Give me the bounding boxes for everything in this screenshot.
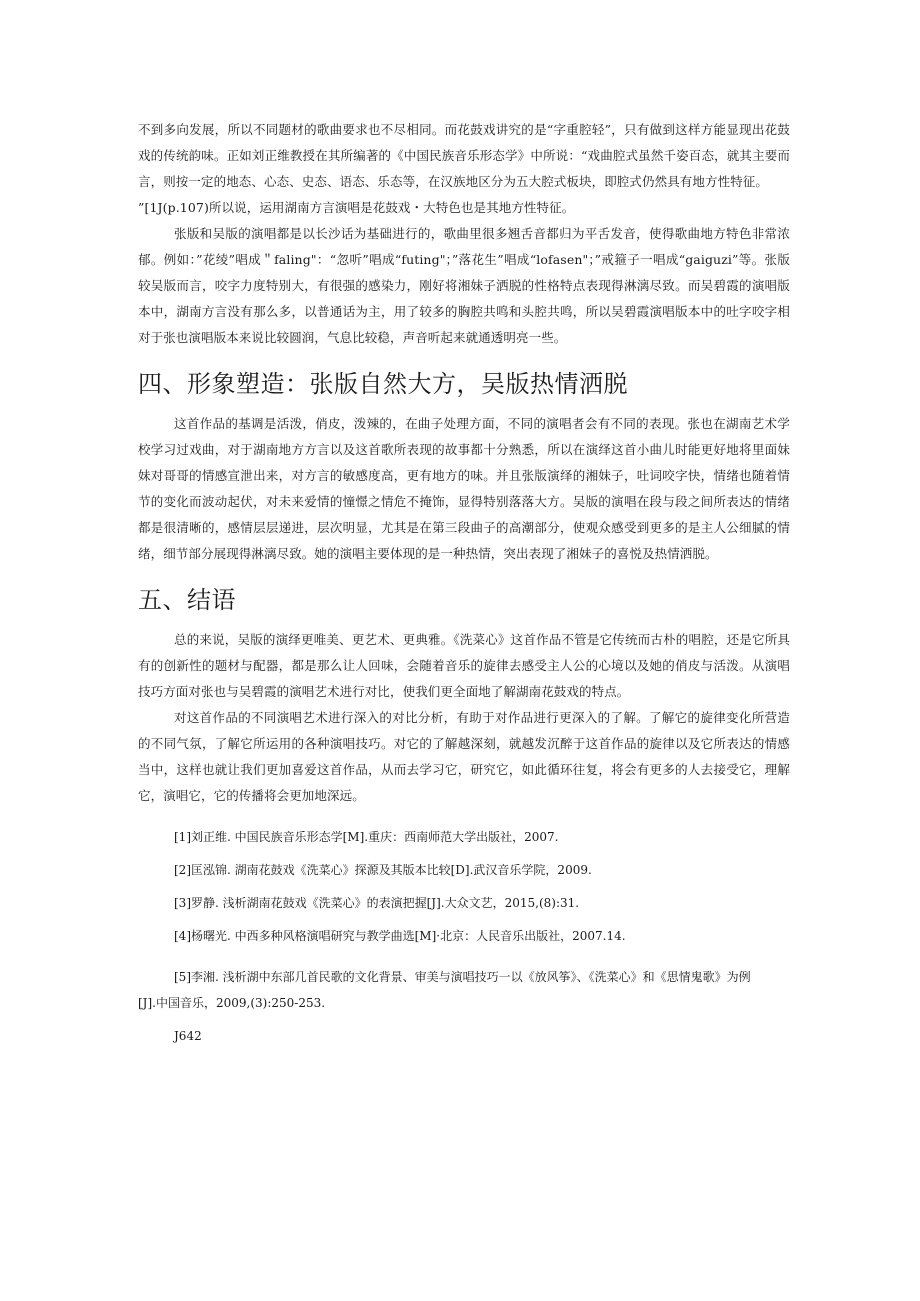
section-heading-4: 四、形象塑造：张版自然大方，吴版热情洒脱 bbox=[138, 370, 628, 398]
body-paragraph: 这首作品的基调是活泼，俏皮，泼辣的，在曲子处理方面，不同的演唱者会有不同的表现。张也在湖南艺术学校学习过戏曲，对于湖南地方方言以及这首歌所表现的故事都十分熟悉，所以在演绎这首小曲儿时能更好地将里面妹妹对哥哥的情感宣泄出来，对方言的敏感度高，更有地方的味。并且张版演绎的湘妹子，吐词咬字快，情绪也随着情节的变化而波动起伏，对未来爱情的憧憬之情危不掩饰，显得特别落落大方。吴版的演唱在段与段之间所表达的情绪都是很清晰的，感情层层递进，层次明显，尤其是在第三段曲子的高潮部分，使观众感受到更多的是主人公细腻的情绪，细节部分展现得淋漓尽致。她的演唱主要体现的是一种热情，突出表现了湘妹子的喜悦及热情洒脱。 bbox=[138, 416, 790, 561]
reference-item bbox=[138, 964, 790, 1016]
body-paragraph: 对这首作品的不同演唱艺术进行深入的对比分析，有助于对作品进行更深入的了解。了解它的旋律变化所营造的不同气氛，了解它所运用的各种演唱技巧。对它的了解越深刻，就越发沉醉于这首作品的旋律以及它所表达的情感当中，这样也就让我们更加喜爱这首作品，从而去学习它，研究它，如此循环往复，将会有更多的人去接受它，理解它，演唱它，它的传播将会更加地深远。 bbox=[138, 710, 790, 803]
body-paragraph: 不到多向发展，所以不同题材的歌曲要求也不尽相同。而花鼓戏讲究的是“字重腔轻”，只有做到这样方能显现出花鼓戏的传统韵味。正如刘正维教授在其所编著的《中国民族音乐形态学》中所说：“戏曲腔式虽然千姿百态，就其主要而言，则按一定的地态、心态、史态、语态、乐态等，在汉族地区分为五大腔式板块，即腔式仍然具有地方性特征。 bbox=[138, 122, 790, 189]
reference-list bbox=[138, 824, 790, 1049]
reference-item: [3]罗静. 浅析湖南花鼓戏《洗菜心》的表演把握[J].大众文艺，2015,(8):31. bbox=[174, 896, 580, 910]
reference-line: [5]李湘. 浅析湖中东部几首民歌的文化背景、审美与演唱技巧一以《放风筝》、《洗菜心》和《思情鬼歌》为例 bbox=[174, 970, 751, 984]
footer-code: J642 bbox=[174, 1029, 202, 1043]
section-heading-5: 五、结语 bbox=[138, 586, 236, 614]
reference-item: [1]刘正维. 中国民族音乐形态学[M].重庆：西南师范大学出版社，2007. bbox=[174, 830, 559, 844]
document-body bbox=[138, 117, 790, 1049]
reference-item: [4]杨曙光. 中西多种风格演唱研究与教学曲选[M]·北京：人民音乐出版社，2007.14. bbox=[174, 929, 626, 943]
body-paragraph: 张版和吴版的演唱都是以长沙话为基础进行的，歌曲里很多翘舌音都归为平舌发音，使得歌曲地方特色非常浓郁。例如：”花绫”唱成＂faling"：“忽听”唱成“futing"；”落花生”唱成“lofasen"；”戒箍子一唱成“gaiguzi”等。张版较吴版而言，咬字力度特别大，有很强的感染力，刚好将湘妹子洒脱的性格特点表现得淋漓尽致。而吴碧霞的演唱版本中，湖南方言没有那么多，以普通话为主，用了较多的胸腔共鸣和头腔共鸣，所以吴碧霞演唱版本中的吐字咬字相对于张也演唱版本来说比较圆润，气息比较稳，声音听起来就通透明亮一些。 bbox=[138, 226, 790, 345]
body-paragraph: ”[1J(p.107)所以说，运用湖南方言演唱是花鼓戏・大特色也是其地方性特征。 bbox=[138, 200, 575, 215]
reference-line: [J].中国音乐，2009,(3):250-253. bbox=[138, 996, 326, 1010]
reference-item: [2]匡泓锦. 湖南花鼓戏《洗菜心》探源及其版本比较[D].武汉音乐学院，2009. bbox=[174, 863, 592, 877]
body-paragraph: 总的来说，吴版的演绎更唯美、更艺术、更典雅。《洗菜心》这首作品不管是它传统而古朴的唱腔，还是它所具有的创新性的题材与配器，都是那么让人回味，会随着音乐的旋律去感受主人公的心境以及她的俏皮与活泼。从演唱技巧方面对张也与吴碧霞的演唱艺术进行对比，使我们更全面地了解湖南花鼓戏的特点。 bbox=[138, 632, 790, 699]
